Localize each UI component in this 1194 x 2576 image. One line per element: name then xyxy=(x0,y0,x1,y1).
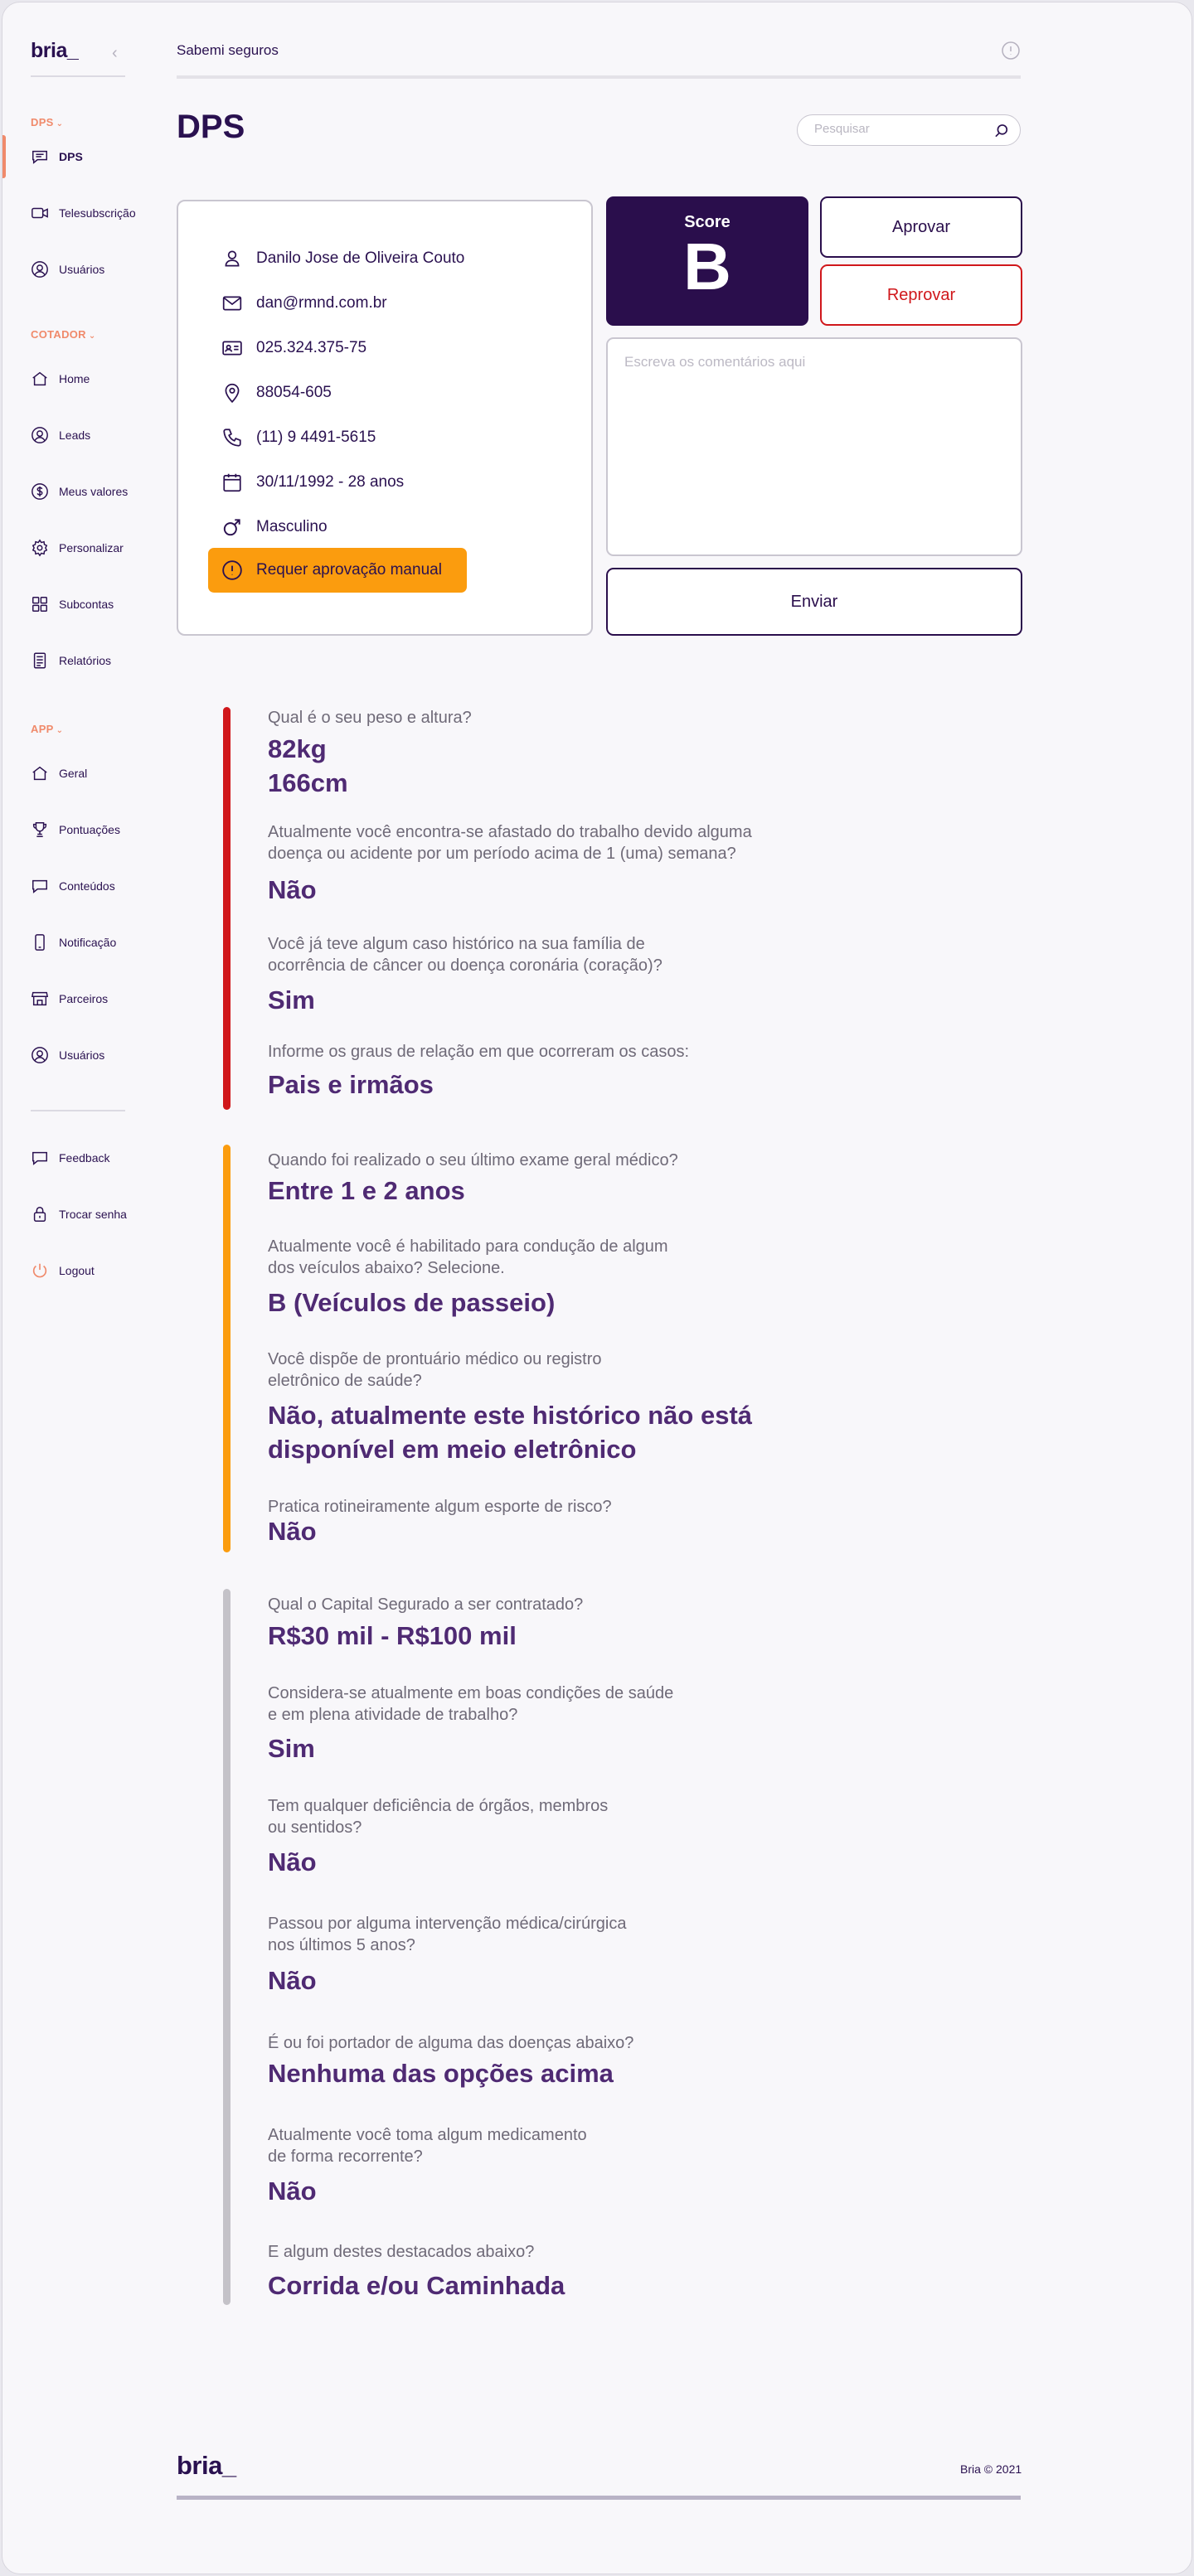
section-label-app[interactable]: APP ⌄ xyxy=(31,723,64,735)
search-input[interactable] xyxy=(814,122,980,136)
sidebar-divider xyxy=(31,75,125,77)
question-text: Atualmente você toma algum medicamento de forma recorrente? xyxy=(268,2126,587,2166)
report-icon xyxy=(31,651,49,670)
reject-button[interactable]: Reprovar xyxy=(820,264,1022,326)
app-frame xyxy=(2,2,1192,2574)
sidebar-item-meus-valores[interactable]: Meus valores xyxy=(31,480,128,503)
collapse-sidebar-icon[interactable]: ‹ xyxy=(112,44,118,62)
answer-text: Sim xyxy=(268,985,315,1014)
answer-text: Não, atualmente este histórico não está disponível em meio eletrônico xyxy=(268,1401,753,1464)
question-text: É ou foi portador de alguma das doenças abaixo? xyxy=(268,2034,634,2052)
video-icon xyxy=(31,204,49,222)
id-card-icon xyxy=(221,337,243,359)
question-text: Atualmente você é habilitado para condução de algum dos veículos abaixo? Selecione. xyxy=(268,1237,668,1277)
calendar-icon xyxy=(221,472,243,493)
sidebar-item-geral[interactable]: Geral xyxy=(31,762,87,785)
page-title: DPS xyxy=(177,109,245,145)
header-divider xyxy=(177,75,1021,79)
info-icon[interactable] xyxy=(1001,41,1021,61)
mail-icon xyxy=(221,293,243,314)
approve-button[interactable]: Aprovar xyxy=(820,196,1022,258)
trophy-icon xyxy=(31,821,49,839)
question-text: Você já teve algum caso histórico na sua família de ocorrência de câncer ou doença coronária (coração)? xyxy=(268,935,663,975)
sidebar-item-conteudos[interactable]: Conteúdos xyxy=(31,874,115,898)
sidebar-item-leads[interactable]: Leads xyxy=(31,424,90,447)
applicant-phone-row: (11) 9 4491-5615 xyxy=(221,425,376,450)
applicant-gender-row: Masculino xyxy=(221,515,328,540)
section-label-cotador[interactable]: COTADOR ⌄ xyxy=(31,328,96,341)
chat-icon xyxy=(31,148,49,166)
question-text: Considera-se atualmente em boas condições de saúde e em plena atividade de trabalho? xyxy=(268,1684,674,1724)
section-label-dps[interactable]: DPS ⌄ xyxy=(31,116,64,128)
sidebar-item-trocar-senha[interactable]: Trocar senha xyxy=(31,1203,127,1226)
sidebar-divider xyxy=(31,1110,125,1111)
sidebar-item-dps[interactable]: DPS xyxy=(31,145,83,168)
question-text: Quando foi realizado o seu último exame geral médico? xyxy=(268,1151,678,1169)
answer-text: Sim xyxy=(268,1734,315,1763)
sidebar xyxy=(2,2,143,2574)
question-text: Você dispõe de prontuário médico ou registro eletrônico de saúde? xyxy=(268,1350,602,1390)
sidebar-item-parceiros[interactable]: Parceiros xyxy=(31,987,108,1010)
sidebar-item-subcontas[interactable]: Subcontas xyxy=(31,593,114,616)
user-circle-icon xyxy=(31,426,49,444)
active-indicator xyxy=(2,135,6,178)
score-label: Score xyxy=(684,213,730,231)
applicant-cep-row: 88054-605 xyxy=(221,380,332,405)
sidebar-item-personalizar[interactable]: Personalizar xyxy=(31,536,124,559)
question-text: Informe os graus de relação em que ocorreram os casos: xyxy=(268,1043,690,1061)
question-text: Qual é o seu peso e altura? xyxy=(268,709,472,727)
sidebar-item-notificacao[interactable]: Notificação xyxy=(31,931,116,954)
sidebar-item-usuarios-app[interactable]: Usuários xyxy=(31,1043,104,1067)
applicant-birth-row: 30/11/1992 - 28 anos xyxy=(221,470,404,495)
lock-icon xyxy=(31,1205,49,1223)
question-text: Tem qualquer deficiência de órgãos, membros ou sentidos? xyxy=(268,1797,609,1837)
search-icon[interactable] xyxy=(993,123,1010,139)
footer-logo: bria_ xyxy=(177,2451,236,2480)
user-icon xyxy=(221,248,243,269)
phone-icon xyxy=(31,933,49,951)
answer-text: Não xyxy=(268,2177,317,2206)
answer-text: 82kg 166cm xyxy=(268,734,348,797)
question-text: Qual o Capital Segurado a ser contratado? xyxy=(268,1595,584,1614)
user-circle-icon xyxy=(31,1046,49,1064)
search-box xyxy=(797,114,1021,146)
applicant-name-row: Danilo Jose de Oliveira Couto xyxy=(221,246,464,271)
dollar-icon xyxy=(31,482,49,501)
answer-text: Não xyxy=(268,1966,317,1995)
question-text: E algum destes destacados abaixo? xyxy=(268,2243,535,2261)
sidebar-item-usuarios-dps[interactable]: Usuários xyxy=(31,258,104,281)
power-icon xyxy=(31,1261,49,1280)
question-text: Pratica rotineiramente algum esporte de risco? xyxy=(268,1498,612,1516)
question-text: Atualmente você encontra-se afastado do trabalho devido alguma doença ou acidente por um período acima de 1 (uma) semana? xyxy=(268,823,752,863)
male-icon xyxy=(221,516,243,538)
chat-icon xyxy=(31,1149,49,1167)
location-pin-icon xyxy=(221,382,243,404)
answer-text: Nenhuma das opções acima xyxy=(268,2059,614,2088)
answer-text: B (Veículos de passeio) xyxy=(268,1288,556,1317)
score-value: B xyxy=(683,230,731,303)
send-button[interactable]: Enviar xyxy=(606,568,1022,636)
sidebar-item-logout[interactable]: Logout xyxy=(31,1259,95,1282)
sidebar-item-pontuacoes[interactable]: Pontuações xyxy=(31,818,120,841)
answer-text: Corrida e/ou Caminhada xyxy=(268,2271,565,2300)
answer-text: Não xyxy=(268,1517,317,1546)
chat-icon xyxy=(31,877,49,895)
sidebar-item-home[interactable]: Home xyxy=(31,367,90,390)
answer-text: Entre 1 e 2 anos xyxy=(268,1176,465,1205)
answer-text: Pais e irmãos xyxy=(268,1070,434,1099)
applicant-card xyxy=(177,200,593,636)
sidebar-item-feedback[interactable]: Feedback xyxy=(31,1146,109,1169)
risk-bar-high xyxy=(223,707,231,1110)
question-text: Passou por alguma intervenção médica/cirúrgica nos últimos 5 anos? xyxy=(268,1915,627,1954)
grid-icon xyxy=(31,595,49,613)
risk-bar-low xyxy=(223,1589,231,2305)
comment-field[interactable] xyxy=(606,337,1022,556)
sidebar-item-relatorios[interactable]: Relatórios xyxy=(31,649,111,672)
answer-text: Não xyxy=(268,1847,317,1876)
applicant-cpf-row: 025.324.375-75 xyxy=(221,336,366,361)
sidebar-item-telesubscricao[interactable]: Telesubscrição xyxy=(31,201,136,225)
footer-divider xyxy=(177,2496,1021,2500)
home-icon xyxy=(31,370,49,388)
store-icon xyxy=(31,990,49,1008)
user-circle-icon xyxy=(31,260,49,278)
applicant-email-row: dan@rmnd.com.br xyxy=(221,291,387,316)
answer-text: Não xyxy=(268,875,317,904)
copyright-text: Bria © 2021 xyxy=(960,2462,1022,2476)
gear-icon xyxy=(31,539,49,557)
manual-approval-alert: Requer aprovação manual xyxy=(208,548,467,593)
brand-logo[interactable]: bria_ xyxy=(31,39,79,62)
score-card xyxy=(606,196,808,326)
warning-icon xyxy=(221,559,243,581)
home-icon xyxy=(31,764,49,782)
answer-text: R$30 mil - R$100 mil xyxy=(268,1621,517,1650)
organization-name: Sabemi seguros xyxy=(177,42,279,58)
risk-bar-medium xyxy=(223,1145,231,1552)
phone-call-icon xyxy=(221,427,243,448)
